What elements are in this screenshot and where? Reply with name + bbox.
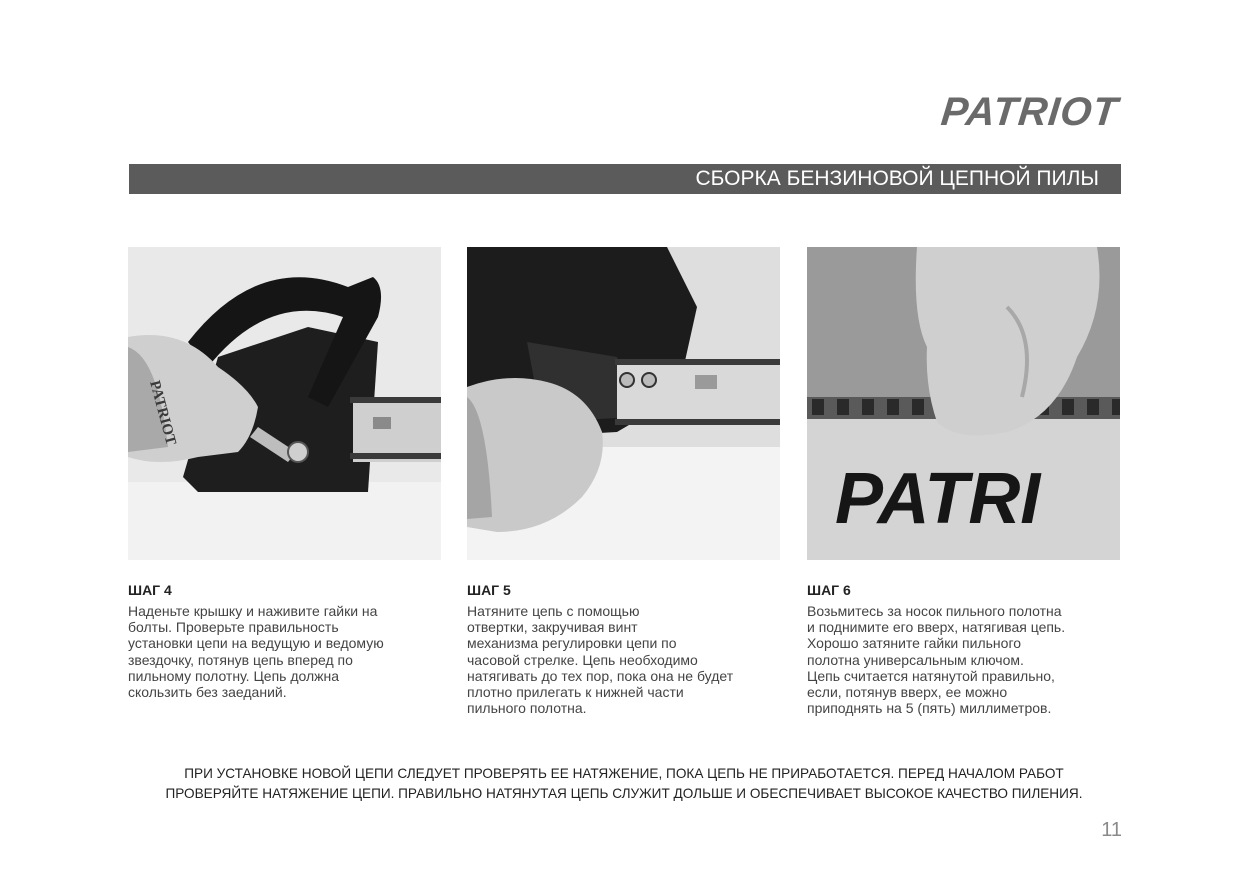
step-4-title: ШАГ 4 <box>128 582 172 598</box>
section-title: СБОРКА БЕНЗИНОВОЙ ЦЕПНОЙ ПИЛЫ <box>695 167 1099 190</box>
page-number: 11 <box>1101 819 1122 841</box>
step-6-photo <box>807 247 1120 560</box>
step-5-photo <box>467 247 780 560</box>
section-header <box>129 164 1121 194</box>
step-5-text: Натяните цепь с помощью отвертки, закручивая винт механизма регулировки цепи по часовой стрелке. Цепь необходимо натягивать до тех пор, пока она не будет плотно прилегать к нижней части пильного полотна. <box>467 603 734 717</box>
step-4 <box>128 247 441 700</box>
step-6-title: ШАГ 6 <box>807 582 851 598</box>
chain-tension-note: ПРИ УСТАНОВКЕ НОВОЙ ЦЕПИ СЛЕДУЕТ ПРОВЕРЯТЬ ЕЕ НАТЯЖЕНИЕ, ПОКА ЦЕПЬ НЕ ПРИРАБОТАЕТСЯ. ПЕРЕД НАЧАЛОМ РАБОТ ПРОВЕРЯЙТЕ НАТЯЖЕНИЕ ЦЕПИ. ПРАВИЛЬНО НАТЯНУТАЯ ЦЕПЬ СЛУЖИТ ДОЛЬШЕ И ОБЕСПЕЧИВАЕТ ВЫСОКОЕ КАЧЕСТВО ПИЛЕНИЯ. <box>165 766 1083 801</box>
step-6 <box>807 247 1120 716</box>
step-6-text: Возьмитесь за носок пильного полотна и поднимите его вверх, натягивая цепь. Хорошо затяните гайки пильного полотна универсальным ключом. Цепь считается натянутой правильно, если, потянув вверх, ее можно приподнять на 5 (пять) миллиметров. <box>807 603 1066 717</box>
chainsaw-cover-photo <box>128 247 441 560</box>
step-4-text: Наденьте крышку и наживите гайки на болты. Проверьте правильность установки цепи на ведущую и ведомую звездочку, потянув цепь вперед по пильному полотну. Цепь должна скользить без заеданий. <box>128 603 384 701</box>
chain-tension-photo <box>467 247 780 560</box>
step-5-title: ШАГ 5 <box>467 582 511 598</box>
step-4-photo <box>128 247 441 560</box>
step-5 <box>467 247 780 716</box>
glove-brand-text: PATRIOT <box>146 378 179 447</box>
bar-nose-photo <box>807 247 1120 560</box>
brand-logo: PATRIOT <box>939 90 1121 134</box>
bar-brand-text: PATRI <box>835 459 1041 539</box>
